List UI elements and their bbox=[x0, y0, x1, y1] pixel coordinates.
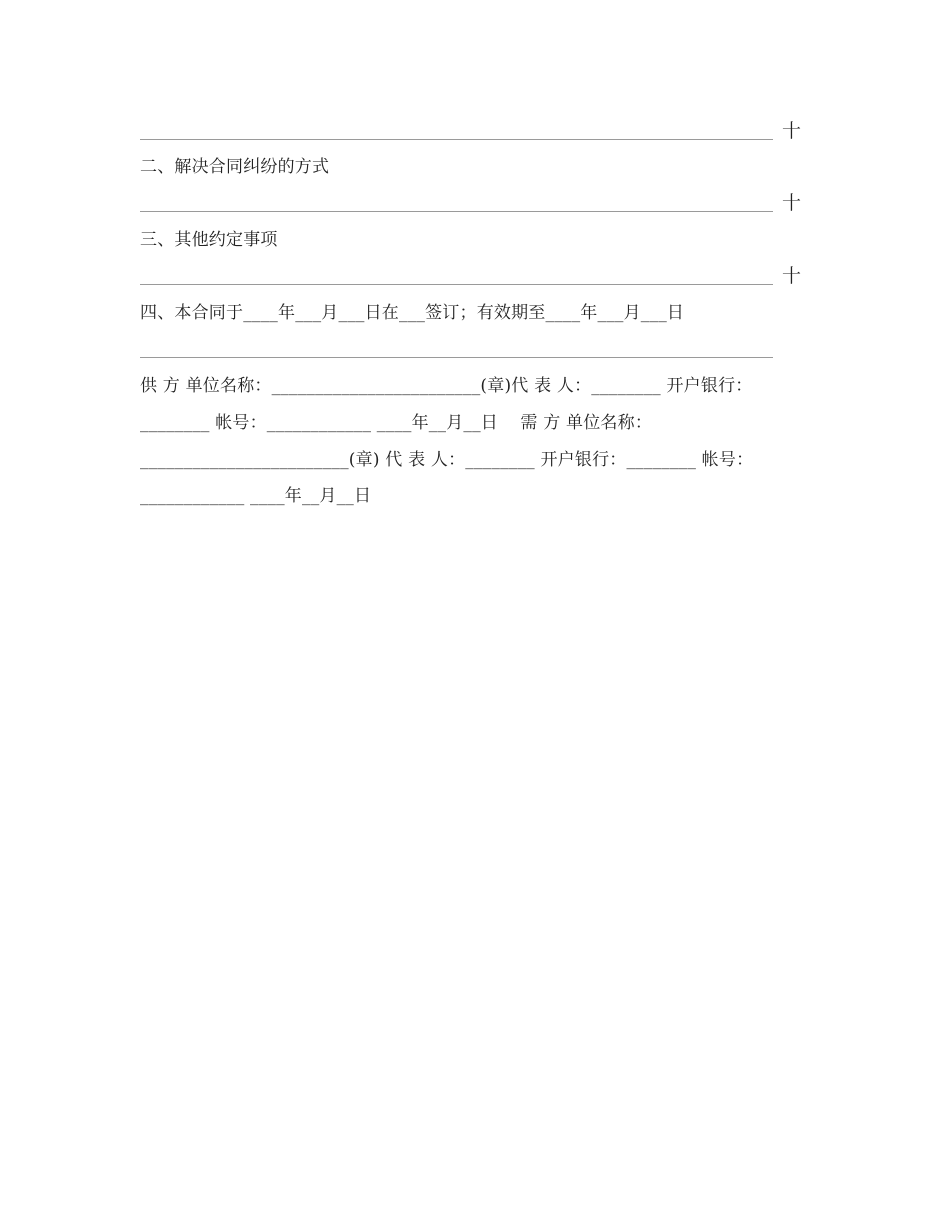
section-3-heading: 三、其他约定事项 bbox=[140, 230, 278, 250]
section-2-heading: 二、解决合同纠纷的方式 bbox=[140, 157, 330, 177]
cross-mark-2: 十 bbox=[782, 192, 802, 214]
buyer-date-line: ____________ ____年__月__日 bbox=[140, 486, 372, 506]
blank-line-2 bbox=[140, 211, 773, 212]
blank-line-1 bbox=[140, 139, 773, 140]
supplier-signature-line: 供 方 单位名称：________________________(章)代 表 人：________ 开户银行： bbox=[140, 376, 753, 396]
supplier-account-and-buyer-line: ________ 帐号：____________ ____年__月__日 需 方 单位名称： bbox=[140, 413, 653, 433]
blank-line-3 bbox=[140, 284, 773, 285]
buyer-signature-line: ________________________(章) 代 表 人：________ 开户银行：________ 帐号： bbox=[140, 450, 754, 470]
blank-line-4 bbox=[140, 357, 773, 358]
cross-mark-3: 十 bbox=[782, 265, 802, 287]
cross-mark-1: 十 bbox=[782, 120, 802, 142]
section-4-term-line: 四、本合同于____年___月___日在___签订；有效期至____年___月___日 bbox=[140, 303, 685, 323]
